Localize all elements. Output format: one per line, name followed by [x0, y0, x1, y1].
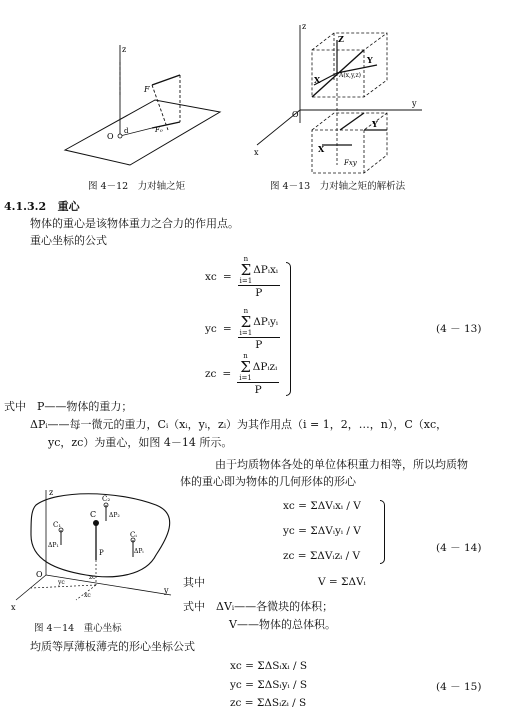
where-line-1: 式中 P——物体的重力； — [4, 400, 133, 413]
fig14-z-label: z — [49, 488, 54, 497]
sum-bottom: i=1 — [239, 374, 252, 382]
fig14-o-label: O — [36, 570, 43, 579]
fig14-yc-label: yc — [58, 579, 65, 586]
sum-bottom: i=1 — [239, 277, 253, 285]
uniform-line-1: 由于均质物体各处的单位体积重力相等，所以均质物 — [215, 458, 468, 471]
fig13-A-label: A(x,y,z) — [339, 72, 361, 79]
fig13-y-axis-label: y — [412, 99, 417, 108]
sum-top: n — [243, 307, 249, 315]
figure-4-12 — [60, 40, 230, 175]
eq-number-4-13: (4 － 13) — [436, 323, 482, 335]
eq-yc-lhs: yc — [205, 323, 217, 335]
fig12-o-label: O — [107, 132, 114, 141]
where-line-3: yc，zc）为重心，如图 4－14 所示。 — [48, 436, 233, 449]
uniform-line-2: 体的重心即为物体的几何形体的形心 — [180, 475, 356, 488]
fig13-X2-label: X — [318, 144, 325, 154]
eq415-xc: xc = ΣΔSᵢxᵢ / S — [230, 660, 308, 672]
eq-number-4-14: (4 － 14) — [436, 542, 482, 554]
fig14-zc-label: zc — [89, 574, 96, 581]
eq-V: V = ΣΔVᵢ — [318, 576, 366, 588]
eq-yc: yc = n Σ i=1 ΔPᵢyᵢ P — [205, 307, 278, 351]
fig14-dP1-label: ΔP₁ — [48, 542, 59, 549]
brace-4-14 — [380, 500, 385, 564]
section-title: 重心 — [57, 200, 80, 213]
sum-top: n — [243, 352, 248, 360]
fig13-X-label: X — [314, 75, 321, 85]
fig13-fxy-label: Fxy — [344, 159, 357, 167]
fig14-C2-label: C₂ — [102, 495, 111, 503]
eq415-zc: zc = ΣΔSᵢzᵢ / S — [230, 697, 307, 709]
fig13-Z-label: Z — [338, 34, 344, 44]
eq414-zc: zc = ΣΔVᵢzᵢ / V — [283, 550, 361, 562]
intro-line-1: 物体的重心是该物体重力之合力的作用点。 — [30, 217, 239, 230]
where-line-2: ΔPᵢ——每一微元的重力，Cᵢ（xᵢ，yᵢ，zᵢ）为其作用点（i = 1，2，…，n），C（xc， — [30, 418, 448, 431]
eq-xc-numerator: ΔPᵢxᵢ — [253, 264, 278, 276]
sum-bottom: i=1 — [239, 329, 253, 337]
eq-yc-denominator: P — [255, 339, 263, 351]
fig13-caption: 图 4－13 力对轴之矩的解析法 — [270, 181, 406, 192]
eq-zc-numerator: ΔPᵢzᵢ — [252, 361, 278, 373]
fig13-z-label: z — [302, 22, 307, 31]
eq-number-4-15: (4 － 15) — [436, 681, 482, 693]
fig13-x-axis-label: x — [254, 148, 259, 157]
sum-top: n — [243, 255, 249, 263]
section-heading — [4, 200, 80, 213]
fig14-C1-label: C₁ — [53, 521, 62, 529]
fig14-x-label: x — [11, 603, 16, 612]
eq-xc: xc = n Σ i=1 ΔPᵢxᵢ P — [205, 255, 278, 299]
shell-line-1: 均质等厚薄板薄壳的形心坐标公式 — [30, 640, 195, 653]
V-def: V——物体的总体积。 — [229, 618, 336, 631]
intro-line-2: 重心坐标的公式 — [30, 234, 107, 247]
fig12-fxy-label: F₀ — [155, 126, 163, 134]
fig12-z-label: z — [122, 45, 127, 54]
eq414-xc: xc = ΣΔVᵢxᵢ / V — [283, 500, 361, 512]
fig14-xc-label: xc — [84, 592, 91, 599]
section-number: 4.1.3.2 — [4, 200, 47, 213]
eq-xc-denominator: P — [255, 287, 263, 299]
fig14-caption: 图 4－14 重心坐标 — [34, 623, 122, 634]
shizhong-label: 式中 — [183, 600, 205, 613]
fig14-dP2-label: ΔP₂ — [109, 512, 120, 519]
qizhong-label: 其中 — [183, 576, 205, 589]
body-outline — [31, 494, 170, 577]
figure-4-13 — [252, 5, 427, 175]
eq414-yc: yc = ΣΔVᵢyᵢ / V — [283, 525, 361, 537]
fig12-d-label: d — [124, 127, 129, 135]
fig14-Ci-label: Cᵢ — [130, 531, 137, 539]
fig14-C-label: C — [90, 510, 97, 519]
fig13-Y-label: Y — [367, 55, 373, 65]
figure-4-14 — [6, 485, 186, 615]
brace-4-13 — [286, 262, 291, 396]
eq-xc-lhs: xc — [205, 271, 217, 283]
fig14-P-label: P — [99, 549, 104, 557]
plane — [65, 100, 220, 165]
fig14-y-label: y — [164, 586, 169, 595]
eq-zc: zc = n Σ i=1 ΔPᵢzᵢ P — [205, 352, 278, 396]
dVi-def: ΔVᵢ——各微块的体积； — [216, 600, 334, 613]
eq415-yc: yc = ΣΔSᵢyᵢ / S — [230, 679, 308, 691]
eq-zc-denominator: P — [254, 384, 262, 396]
fig13-o-label: O — [292, 110, 299, 119]
fig12-f-label: F — [144, 85, 150, 94]
fig13-Y2-label: Y — [372, 119, 378, 129]
fig12-caption: 图 4－12 力对轴之矩 — [88, 181, 186, 192]
eq-yc-numerator: ΔPᵢyᵢ — [253, 316, 278, 328]
eq-zc-lhs: zc — [205, 368, 217, 380]
fig14-dPi-label: ΔPᵢ — [134, 548, 144, 555]
